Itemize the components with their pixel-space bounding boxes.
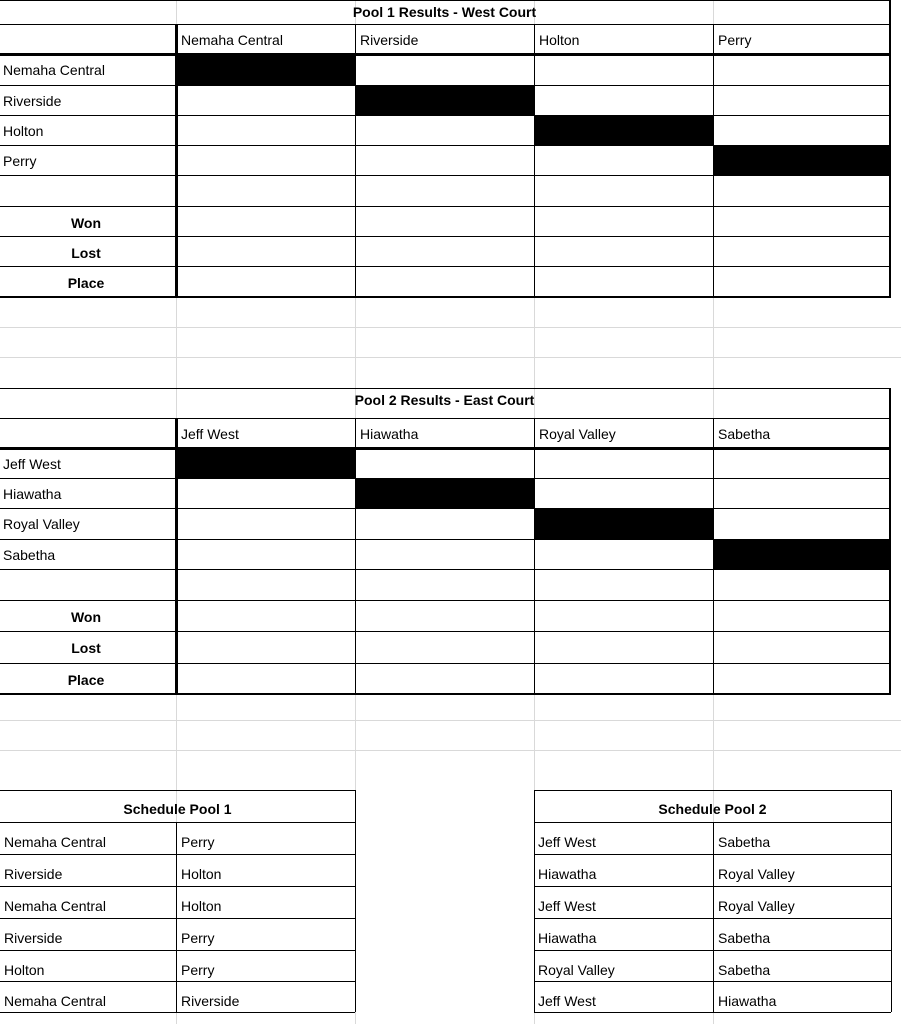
schedule2-title[interactable]: Schedule Pool 2 <box>658 801 767 817</box>
border <box>355 418 356 694</box>
schedule1-match-4-away[interactable]: Perry <box>181 962 215 978</box>
pool1-diagonal-cell <box>534 115 713 145</box>
border <box>0 447 891 450</box>
schedule1-match-0-home[interactable]: Nemaha Central <box>4 834 106 850</box>
border <box>889 388 891 694</box>
pool2-header-0[interactable]: Jeff West <box>181 426 239 442</box>
border <box>175 24 178 297</box>
border <box>713 418 714 694</box>
border <box>713 24 714 297</box>
pool1-row-0[interactable]: Nemaha Central <box>3 62 105 78</box>
pool1-row-1[interactable]: Riverside <box>3 93 62 109</box>
border <box>0 266 891 267</box>
pool1-row-2[interactable]: Holton <box>3 123 44 139</box>
pool2-row-1[interactable]: Hiawatha <box>3 486 62 502</box>
gridline-horizontal <box>0 720 901 721</box>
gridline-horizontal <box>0 327 901 328</box>
schedule2-match-0-away[interactable]: Sabetha <box>718 834 771 850</box>
border <box>0 539 891 540</box>
border <box>0 631 891 632</box>
pool1-summary-2[interactable]: Place <box>67 275 105 291</box>
border <box>0 600 891 601</box>
pool1-header-0[interactable]: Nemaha Central <box>181 32 283 48</box>
pool1-summary-1[interactable]: Lost <box>71 245 101 261</box>
border <box>0 206 891 207</box>
schedule1-title[interactable]: Schedule Pool 1 <box>123 801 232 817</box>
border <box>175 418 178 694</box>
border <box>0 388 891 389</box>
border <box>0 886 355 887</box>
pool2-diagonal-cell <box>713 539 891 569</box>
border <box>0 24 891 25</box>
border <box>0 508 891 509</box>
pool1-header-2[interactable]: Holton <box>539 32 580 48</box>
border <box>355 790 356 1012</box>
border <box>0 0 891 1</box>
border <box>0 145 891 146</box>
pool2-summary-1[interactable]: Lost <box>71 640 101 656</box>
pool2-summary-0[interactable]: Won <box>70 609 102 625</box>
border <box>0 822 355 823</box>
border <box>0 981 355 982</box>
pool1-diagonal-cell <box>355 85 534 115</box>
gridline-horizontal <box>0 750 901 751</box>
border <box>0 418 891 419</box>
pool1-diagonal-cell <box>176 54 355 85</box>
border <box>355 24 356 297</box>
schedule1-match-2-away[interactable]: Holton <box>181 898 222 914</box>
schedule1-match-1-home[interactable]: Riverside <box>4 866 63 882</box>
pool2-diagonal-cell <box>355 478 534 508</box>
pool2-summary-2[interactable]: Place <box>67 672 105 688</box>
schedule1-match-4-home[interactable]: Holton <box>4 962 45 978</box>
border <box>0 53 891 56</box>
border <box>0 478 891 479</box>
schedule2-match-1-home[interactable]: Hiawatha <box>538 866 597 882</box>
border <box>534 790 891 791</box>
schedule1-match-3-away[interactable]: Perry <box>181 930 215 946</box>
schedule2-match-5-home[interactable]: Jeff West <box>538 993 596 1009</box>
pool2-header-3[interactable]: Sabetha <box>718 426 771 442</box>
pool1-diagonal-cell <box>713 145 891 175</box>
pool2-row-0[interactable]: Jeff West <box>3 456 61 472</box>
pool2-diagonal-cell <box>534 508 713 539</box>
border <box>0 693 891 695</box>
border <box>0 236 891 237</box>
border <box>534 24 535 297</box>
schedule2-match-3-away[interactable]: Sabetha <box>718 930 771 946</box>
schedule1-match-3-home[interactable]: Riverside <box>4 930 63 946</box>
border <box>0 854 355 855</box>
pool1-header-3[interactable]: Perry <box>718 32 752 48</box>
border <box>0 175 891 176</box>
pool2-diagonal-cell <box>176 448 355 478</box>
border <box>0 663 891 664</box>
schedule2-match-2-away[interactable]: Royal Valley <box>718 898 795 914</box>
border <box>0 790 355 791</box>
border <box>0 296 891 298</box>
border <box>0 1012 355 1013</box>
pool2-header-1[interactable]: Hiawatha <box>360 426 419 442</box>
border <box>891 790 892 1012</box>
pool1-row-3[interactable]: Perry <box>3 153 37 169</box>
border <box>713 822 714 1012</box>
gridline-horizontal <box>0 357 901 358</box>
border <box>534 1012 891 1013</box>
schedule1-match-0-away[interactable]: Perry <box>181 834 215 850</box>
border <box>0 569 891 570</box>
pool1-summary-0[interactable]: Won <box>70 215 102 231</box>
schedule2-match-4-away[interactable]: Sabetha <box>718 962 771 978</box>
schedule2-match-5-away[interactable]: Hiawatha <box>718 993 777 1009</box>
border <box>0 115 891 116</box>
schedule2-match-2-home[interactable]: Jeff West <box>538 898 596 914</box>
schedule2-match-3-home[interactable]: Hiawatha <box>538 930 597 946</box>
schedule1-match-5-home[interactable]: Nemaha Central <box>4 993 106 1009</box>
schedule2-match-1-away[interactable]: Royal Valley <box>718 866 795 882</box>
pool2-header-2[interactable]: Royal Valley <box>539 426 616 442</box>
border <box>0 950 355 951</box>
pool1-header-1[interactable]: Riverside <box>360 32 419 48</box>
border <box>176 822 177 1012</box>
pool2-title[interactable]: Pool 2 Results - East Court <box>354 392 535 408</box>
border <box>889 0 891 297</box>
border <box>534 790 535 1012</box>
pool2-row-2[interactable]: Royal Valley <box>3 516 80 532</box>
schedule1-match-1-away[interactable]: Holton <box>181 866 222 882</box>
schedule1-match-2-home[interactable]: Nemaha Central <box>4 898 106 914</box>
pool2-row-3[interactable]: Sabetha <box>3 547 56 563</box>
schedule2-match-0-home[interactable]: Jeff West <box>538 834 596 850</box>
schedule2-match-4-home[interactable]: Royal Valley <box>538 962 615 978</box>
border <box>0 918 355 919</box>
schedule1-match-5-away[interactable]: Riverside <box>181 993 240 1009</box>
border <box>0 85 891 86</box>
border <box>534 418 535 694</box>
pool1-title[interactable]: Pool 1 Results - West Court <box>352 4 537 20</box>
